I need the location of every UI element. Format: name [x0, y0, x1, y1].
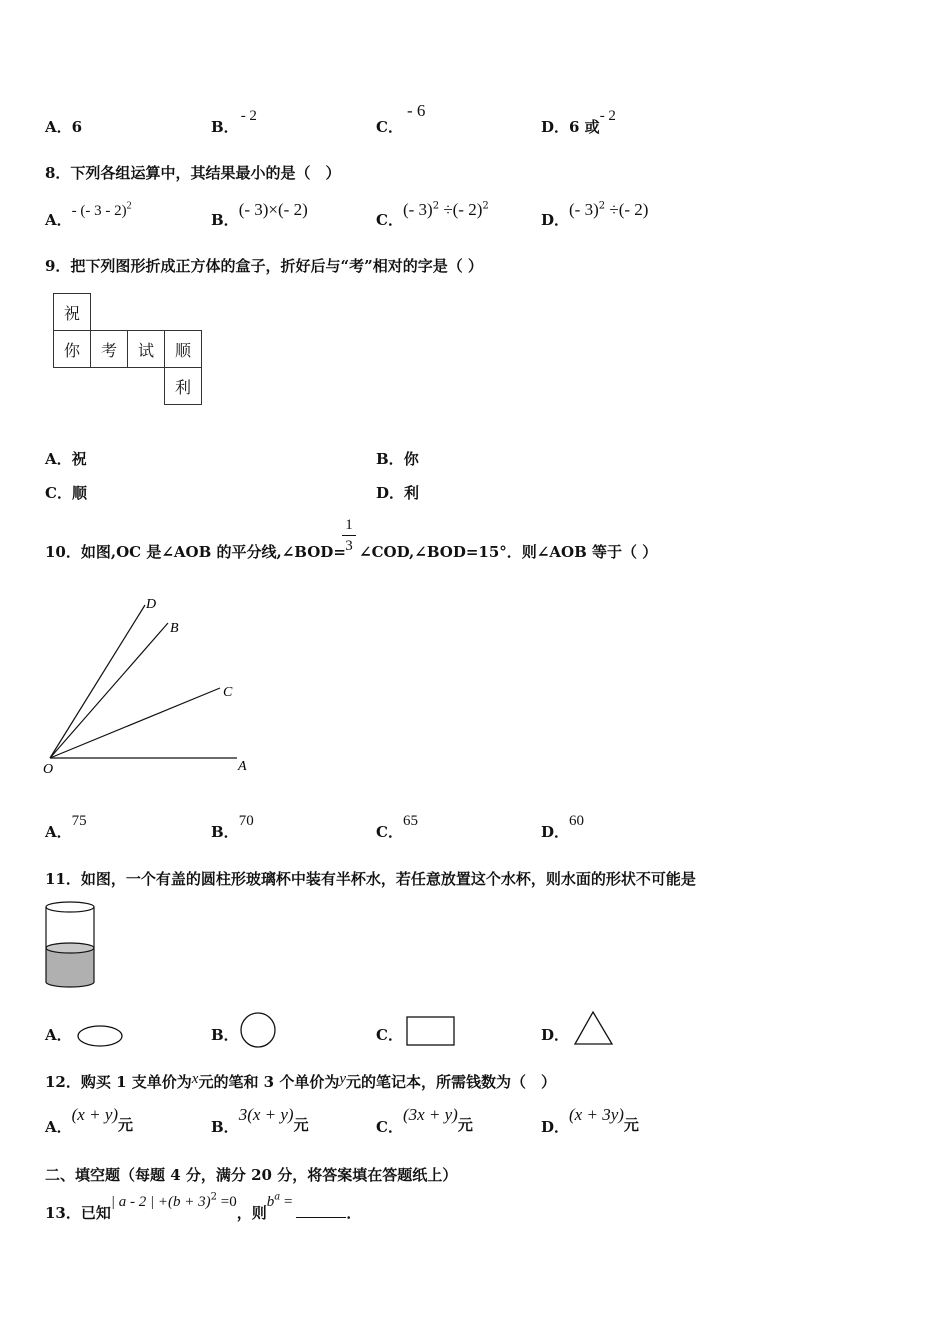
q13-stem — [45, 1190, 362, 1222]
q10-option-a[interactable] — [45, 809, 87, 841]
option-value: 顺 — [71, 484, 87, 502]
q9-option-c[interactable] — [45, 482, 87, 503]
option-label: A． — [45, 1118, 72, 1136]
ray-oc — [50, 688, 220, 758]
q12-option-a[interactable] — [45, 1104, 134, 1136]
point-a-label: A — [238, 759, 247, 774]
q11-option-d[interactable] — [541, 1012, 570, 1044]
option-exponent: 2 — [598, 200, 606, 212]
q8-option-c[interactable] — [376, 199, 489, 229]
water-fill — [46, 948, 94, 987]
option-label: D． — [541, 118, 570, 136]
point-c-label: C — [223, 685, 233, 700]
option-expr: - (- 3 - 2) — [71, 203, 127, 219]
q10-fraction — [342, 516, 356, 555]
angle-figure — [40, 590, 260, 780]
option-label: D． — [541, 1026, 570, 1044]
q8-option-b[interactable] — [211, 199, 308, 229]
net-empty — [91, 294, 128, 331]
q10-stem-b: ∠COD,∠BOD=15°．则∠AOB 等于（ ） — [359, 543, 658, 561]
option-value: 70 — [238, 813, 254, 829]
option-exponent-2: 2 — [482, 200, 489, 212]
q11-option-b[interactable] — [211, 1012, 239, 1044]
option-expr: (3x + y) — [402, 1105, 458, 1124]
q7-option-b[interactable] — [211, 104, 257, 136]
option-value: 祝 — [71, 450, 87, 468]
option-value: 6 或 — [569, 118, 600, 136]
option-label: D． — [376, 484, 405, 502]
var-y: y — [339, 1071, 346, 1087]
option-label: B． — [211, 1026, 239, 1044]
var-x: x — [191, 1071, 199, 1087]
net-cell-li: 利 — [165, 368, 202, 405]
stem-mid: ，则 — [236, 1204, 267, 1222]
net-cell-shun: 顺 — [165, 331, 202, 368]
option-label: B． — [211, 823, 239, 841]
unit-yuan: 元 — [118, 1116, 134, 1134]
option-expr: (- 3) — [402, 200, 433, 219]
option-expr: (- 3)×(- 2) — [238, 200, 308, 219]
stem-end: ． — [346, 1204, 362, 1222]
option-value: 利 — [404, 484, 420, 502]
option-label: A． — [45, 1026, 72, 1044]
option-label: C． — [376, 1026, 403, 1044]
option-value: 6 — [71, 118, 83, 136]
fraction-numerator: 1 — [345, 517, 353, 533]
option-value: 60 — [569, 813, 585, 829]
answer-blank[interactable] — [296, 1203, 346, 1218]
cube-net — [53, 293, 202, 405]
option-label: D． — [541, 823, 570, 841]
option-label: B． — [211, 1118, 239, 1136]
option-label: A． — [45, 823, 72, 841]
stem-part: 元的笔记本，所需钱数为（ ） — [346, 1073, 557, 1091]
net-empty — [165, 294, 202, 331]
point-d-label: D — [146, 597, 157, 612]
option-expr: (x + y) — [71, 1105, 119, 1124]
q10-option-c[interactable] — [376, 809, 418, 841]
q9-option-b[interactable] — [376, 448, 419, 469]
option-exponent: 2 — [126, 200, 132, 212]
triangle-shape — [573, 1010, 617, 1048]
net-cell-zhu: 祝 — [54, 294, 91, 331]
unit-yuan: 元 — [457, 1116, 473, 1134]
option-value: - 6 — [406, 101, 426, 120]
q8-option-d[interactable] — [541, 199, 649, 229]
q7-option-a[interactable] — [45, 116, 82, 137]
stem-part: 元的笔和 3 个单价为 — [198, 1073, 340, 1091]
q12-option-c[interactable] — [376, 1104, 473, 1136]
option-label: B． — [211, 211, 239, 229]
q8-stem: 8．下列各组运算中，其结果最小的是（ ） — [45, 164, 341, 182]
net-cell-ni: 你 — [54, 331, 91, 368]
unit-yuan: 元 — [623, 1116, 639, 1134]
cup-top-ellipse — [46, 902, 94, 912]
q8-option-a[interactable] — [45, 199, 132, 229]
q12-option-d[interactable] — [541, 1104, 639, 1136]
net-empty — [54, 368, 91, 405]
condition-expr: | a - 2 | +(b + 3) — [110, 1194, 211, 1210]
option-value: 65 — [402, 813, 418, 829]
point-b-label: B — [170, 621, 179, 636]
stem-part: 12．购买 1 支单价为 — [45, 1073, 192, 1091]
power-exponent: a — [274, 1191, 281, 1203]
condition-tail: =0 — [216, 1194, 237, 1210]
option-label: D． — [541, 1118, 570, 1136]
option-label: C． — [376, 823, 403, 841]
net-empty — [128, 294, 165, 331]
rectangle-shape — [406, 1016, 456, 1048]
option-expr-2: ÷(- 2) — [605, 200, 649, 219]
ray-od — [50, 605, 145, 758]
ellipse-shape — [77, 1024, 125, 1050]
equals-sign: = — [280, 1194, 293, 1210]
option-label: B． — [211, 118, 239, 136]
q12-stem — [45, 1071, 556, 1092]
option-label: A． — [45, 211, 72, 229]
option-label: C． — [45, 484, 72, 502]
fraction-bar — [342, 535, 356, 536]
condition-exponent: 2 — [210, 1191, 217, 1203]
q9-option-a[interactable] — [45, 448, 87, 469]
option-label: A． — [45, 118, 72, 136]
net-cell-kao: 考 — [91, 331, 128, 368]
option-label: D． — [541, 211, 570, 229]
q7-option-c[interactable] — [376, 100, 426, 136]
option-value-extra: - 2 — [599, 108, 616, 124]
option-expr-2: ÷(- 2) — [439, 200, 483, 219]
option-label: B． — [376, 450, 404, 468]
q11-stem: 11．如图，一个有盖的圆柱形玻璃杯中装有半杯水，若任意放置这个水杯，则水面的形状不可能是 — [45, 870, 696, 888]
option-label: C． — [376, 211, 403, 229]
glass-cup-figure — [42, 898, 100, 992]
q12-option-b[interactable] — [211, 1104, 309, 1136]
option-label: C． — [376, 118, 403, 136]
stem-prefix: 13．已知 — [45, 1204, 111, 1222]
net-cell-shi: 试 — [128, 331, 165, 368]
unit-yuan: 元 — [293, 1116, 309, 1134]
q9-stem: 9．把下列图形折成正方体的盒子，折好后与“考”相对的字是（ ） — [45, 257, 483, 275]
q7-option-d[interactable] — [541, 104, 616, 136]
q10-option-d[interactable] — [541, 809, 585, 841]
option-value: 75 — [71, 813, 87, 829]
option-expr: (- 3) — [569, 200, 599, 219]
circle-shape — [239, 1012, 279, 1050]
q11-option-c[interactable] — [376, 1012, 403, 1044]
option-expr: (x + 3y) — [569, 1105, 624, 1124]
option-value: - 2 — [240, 108, 257, 124]
option-exponent: 2 — [432, 200, 440, 212]
power-base: b — [266, 1194, 275, 1210]
q10-stem-a: 10．如图,OC 是∠AOB 的平分线,∠BOD= — [45, 543, 346, 561]
section-heading: 二、填空题（每题 4 分，满分 20 分，将答案填在答题纸上） — [45, 1166, 458, 1184]
point-o-label: O — [43, 762, 54, 777]
q11-option-a[interactable] — [45, 1012, 72, 1044]
option-value: 你 — [403, 450, 419, 468]
water-surface — [46, 943, 94, 953]
q9-option-d[interactable] — [376, 482, 419, 503]
option-expr: 3(x + y) — [238, 1105, 294, 1124]
net-empty — [128, 368, 165, 405]
option-label: C． — [376, 1118, 403, 1136]
option-label: A． — [45, 450, 72, 468]
net-empty — [91, 368, 128, 405]
q10-option-b[interactable] — [211, 809, 254, 841]
fraction-denominator: 3 — [345, 538, 353, 554]
ray-ob — [50, 623, 168, 758]
